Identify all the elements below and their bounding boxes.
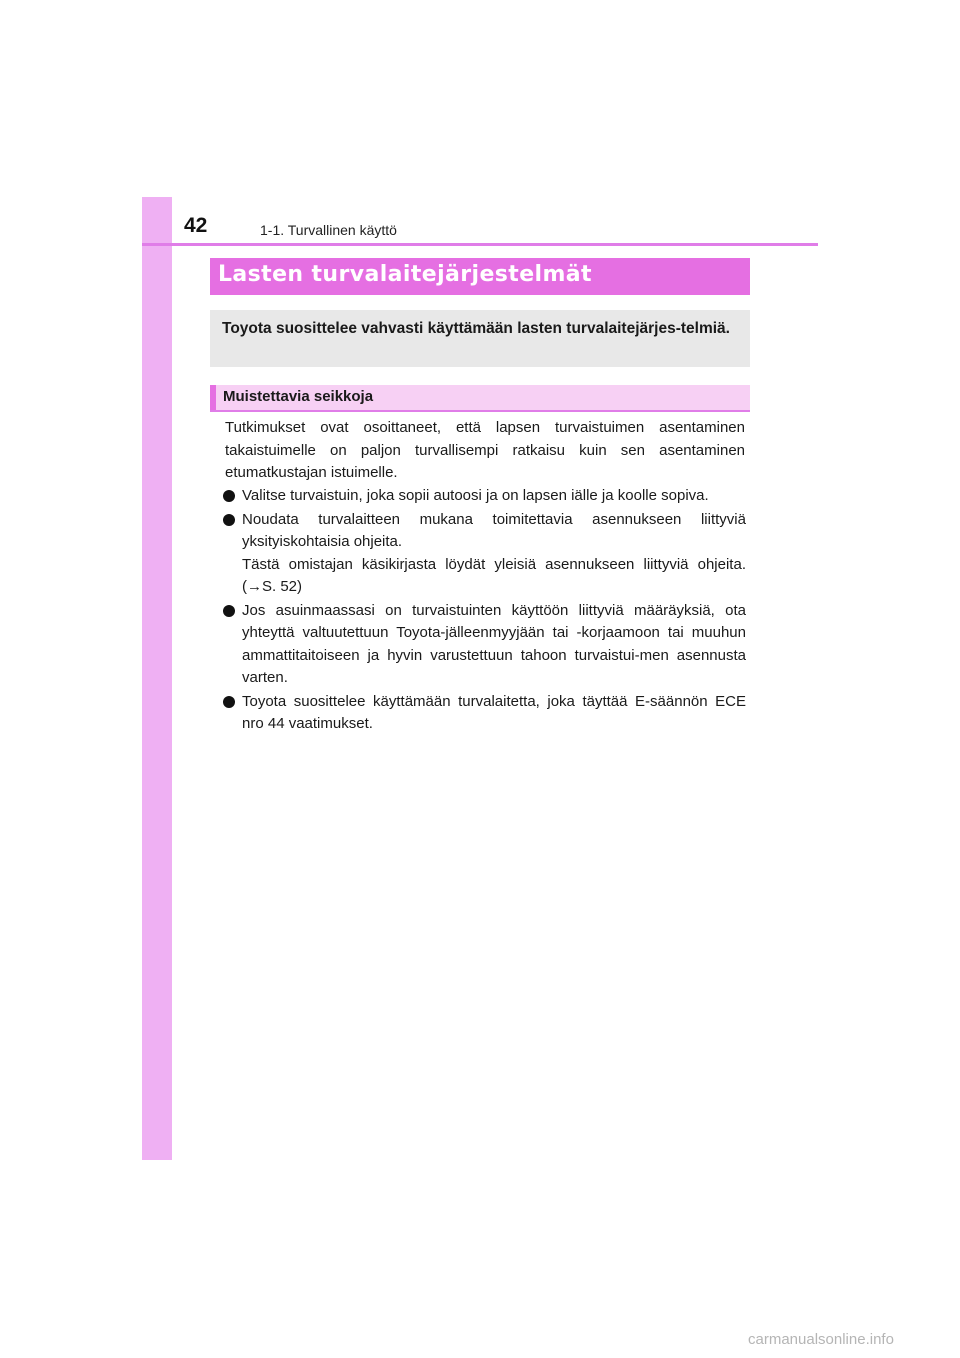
bullet-icon <box>223 605 235 617</box>
intro-text: Toyota suosittelee vahvasti käyttämään lasten turvalaitejärjes-telmiä. <box>222 320 730 337</box>
list-item <box>223 509 746 599</box>
section-label: 1-1. Turvallinen käyttö <box>260 222 397 238</box>
bullet-icon <box>223 490 235 502</box>
page-number: 42 <box>184 214 208 237</box>
side-color-strip <box>142 197 172 1160</box>
watermark: carmanualsonline.info <box>748 1331 894 1348</box>
list-item <box>223 485 746 508</box>
bullet-icon <box>223 696 235 708</box>
bullet-text: Toyota suosittelee käyttämään turvalaitetta, joka täyttää E-säännön ECE nro 44 vaatimukset. <box>242 692 746 732</box>
body-paragraph: Tutkimukset ovat osoittaneet, että lapsen turvaistuimen asentaminen takaistuimelle on paljon turvallisempi ratkaisu kuin sen asentaminen etumatkustajan istuimelle. <box>225 419 745 481</box>
title-banner <box>210 258 750 295</box>
page-title: Lasten turvalaitejärjestelmät <box>218 262 592 287</box>
bullet-icon <box>223 514 235 526</box>
subheading: Muistettavia seikkoja <box>223 388 374 405</box>
subheading-accent <box>210 385 216 410</box>
bullet-subtext: Tästä omistajan käsikirjasta löydät yleisiä asennukseen liittyviä ohjeita. (→S. 52) <box>242 555 746 595</box>
header-divider <box>142 243 818 246</box>
bullet-text: Valitse turvaistuin, joka sopii autoosi ja on lapsen iälle ja koolle sopiva. <box>242 487 709 504</box>
bullet-text: Noudata turvalaitteen mukana toimitettavia asennukseen liittyviä yksityiskohtaisia ohjeita. <box>242 510 746 550</box>
bullet-text: Jos asuinmaassasi on turvaistuinten käyttöön liittyviä määräyksiä, ota yhteyttä valtuutettuun Toyota-jälleenmyyjään tai -korjaamoon tai muuhun ammattitaitoiseen ja hyvin varustettuun tahoon turvaistui-men asennusta varten. <box>242 601 746 686</box>
subheading-bar <box>210 385 750 412</box>
list-item <box>223 691 746 736</box>
intro-box <box>210 310 750 367</box>
list-item <box>223 600 746 690</box>
bullet-list <box>223 485 746 737</box>
